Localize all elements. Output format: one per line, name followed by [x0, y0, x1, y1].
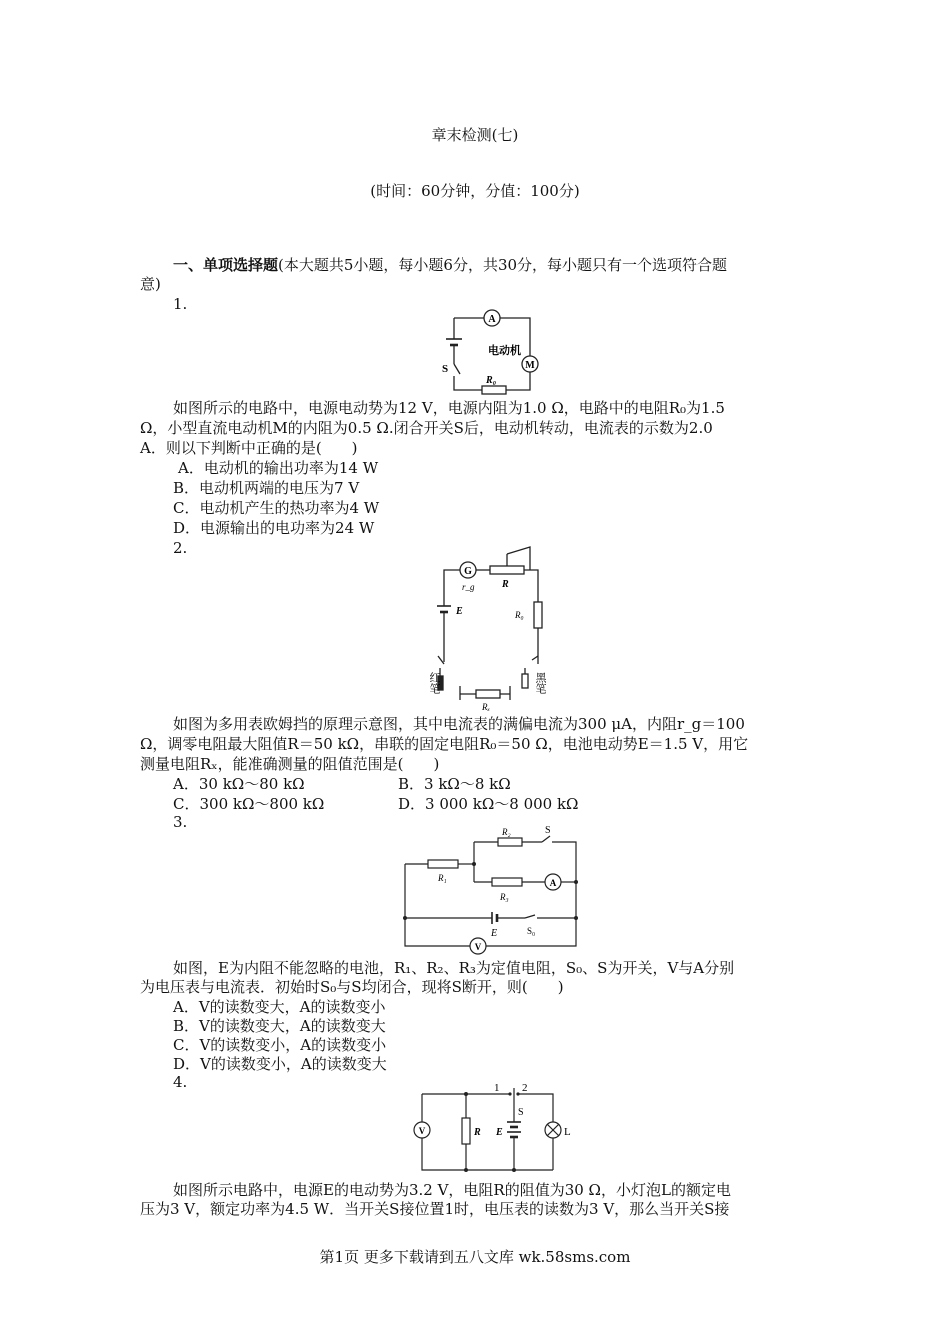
- section-label: 一、单项选择题: [173, 256, 279, 274]
- page-footer: 第1页 更多下载请到五八文库 wk.58sms.com: [319, 1248, 631, 1266]
- q3-option-d: D．V的读数变小，A的读数变大: [173, 1055, 387, 1073]
- q4-stem-line: 压为3 V，额定功率为4.5 W．当开关S接位置1时，电压表的读数为3 V，那么当开关S接: [140, 1200, 730, 1218]
- q4-V-label: V: [418, 1126, 426, 1136]
- q2-option-c: C．300 kΩ～800 kΩ: [173, 795, 325, 813]
- q3-S0-label: S₀: [527, 926, 536, 936]
- q3-option-c: C．V的读数变小，A的读数变小: [173, 1036, 387, 1054]
- q2-stem-line: 如图为多用表欧姆挡的原理示意图，其中电流表的满偏电流为300 μA，内阻r_g＝100: [173, 715, 745, 733]
- q3-circuit-figure: [400, 824, 585, 954]
- q4-L-label: L: [564, 1126, 571, 1138]
- q3-option-a: A．V的读数变大，A的读数变小: [173, 998, 386, 1016]
- q1-switch-label: S: [442, 363, 449, 375]
- q1-circuit-figure: [430, 304, 550, 394]
- q2-black-probe-label: 黑笔: [534, 672, 546, 694]
- q2-option-a: A．30 kΩ～80 kΩ: [173, 775, 305, 793]
- page-title: 章末检测(七): [431, 126, 519, 144]
- q4-pos1-label: 1: [494, 1082, 500, 1094]
- q4-stem-line: 如图所示电路中，电源E的电动势为3.2 V，电阻R的阻值为30 Ω，小灯泡L的额定电: [173, 1181, 731, 1199]
- q3-stem-line: 如图，E为内阻不能忽略的电池，R₁、R₂、R₃为定值电阻，S₀、S为开关，V与A分别: [173, 959, 735, 977]
- q3-E-label: E: [491, 928, 498, 939]
- q2-Rx-label: Rₓ: [482, 702, 491, 712]
- q4-E-label: E: [496, 1127, 503, 1138]
- q2-option-b: B．3 kΩ～8 kΩ: [398, 775, 511, 793]
- q4-circuit-figure: [408, 1082, 578, 1178]
- section-desc: (本大题共5小题，每小题6分，共30分，每小题只有一个选项符合题: [278, 256, 728, 274]
- q3-S-label: S: [545, 825, 551, 836]
- q3-R3-label: R₃: [500, 892, 509, 902]
- q2-rg-label: r_g: [462, 582, 475, 592]
- q1-option-d: D．电源输出的电功率为24 W: [173, 519, 375, 537]
- q1-option-a: A．电动机的输出功率为14 W: [178, 459, 379, 477]
- q3-option-b: B．V的读数变大，A的读数变大: [173, 1017, 386, 1035]
- q4-S-label: S: [518, 1107, 524, 1118]
- q4-number: 4.: [173, 1073, 188, 1091]
- q1-motor-label: M: [525, 360, 535, 371]
- q3-R1-label: R₁: [438, 873, 447, 883]
- q3-R2-label: R₂: [502, 827, 511, 837]
- q1-motor-caption: 电动机: [488, 345, 521, 357]
- q1-number: 1.: [173, 295, 188, 313]
- q2-stem-line: Ω，调零电阻最大阻值R＝50 kΩ，串联的固定电阻R₀＝50 Ω，电池电动势E＝1.5 V，用它: [140, 735, 749, 753]
- q1-option-c: C．电动机产生的热功率为4 W: [173, 499, 380, 517]
- q2-option-d: D．3 000 kΩ～8 000 kΩ: [398, 795, 579, 813]
- q2-R0-label: R₀: [515, 610, 524, 620]
- q2-stem-line: 测量电阻Rₓ，能准确测量的阻值范围是( ): [140, 755, 440, 773]
- page-subtitle: (时间：60分钟，分值：100分): [370, 182, 580, 200]
- q3-number: 3.: [173, 813, 188, 831]
- q1-ammeter-label: A: [488, 314, 496, 325]
- q4-R-label: R: [474, 1127, 481, 1138]
- q3-A-label: A: [549, 878, 557, 888]
- q1-resistor-label: R₀: [486, 375, 497, 386]
- q1-stem-line: 如图所示的电路中，电源电动势为12 V，电源内阻为1.0 Ω，电路中的电阻R₀为1.5: [173, 399, 725, 417]
- section-desc-cont: 意): [140, 275, 161, 293]
- q3-stem-line: 为电压表与电流表．初始时S₀与S均闭合，现将S断开，则( ): [140, 978, 564, 996]
- q1-stem-line: Ω，小型直流电动机M的内阻为0.5 Ω.闭合开关S后，电动机转动，电流表的示数为2.0: [140, 419, 713, 437]
- q1-stem-line: A．则以下判断中正确的是( ): [140, 439, 358, 457]
- section-heading: [173, 255, 727, 275]
- q2-E-label: E: [456, 606, 463, 617]
- q3-V-label: V: [474, 942, 482, 952]
- q4-pos2-label: 2: [522, 1082, 528, 1094]
- q2-R-label: R: [502, 579, 509, 590]
- q2-red-probe-label: 红笔: [428, 672, 440, 694]
- q2-galvanometer-label: G: [464, 566, 472, 577]
- q2-number: 2.: [173, 539, 188, 557]
- q2-ohmmeter-figure: [430, 544, 560, 712]
- q1-option-b: B．电动机两端的电压为7 V: [173, 479, 360, 497]
